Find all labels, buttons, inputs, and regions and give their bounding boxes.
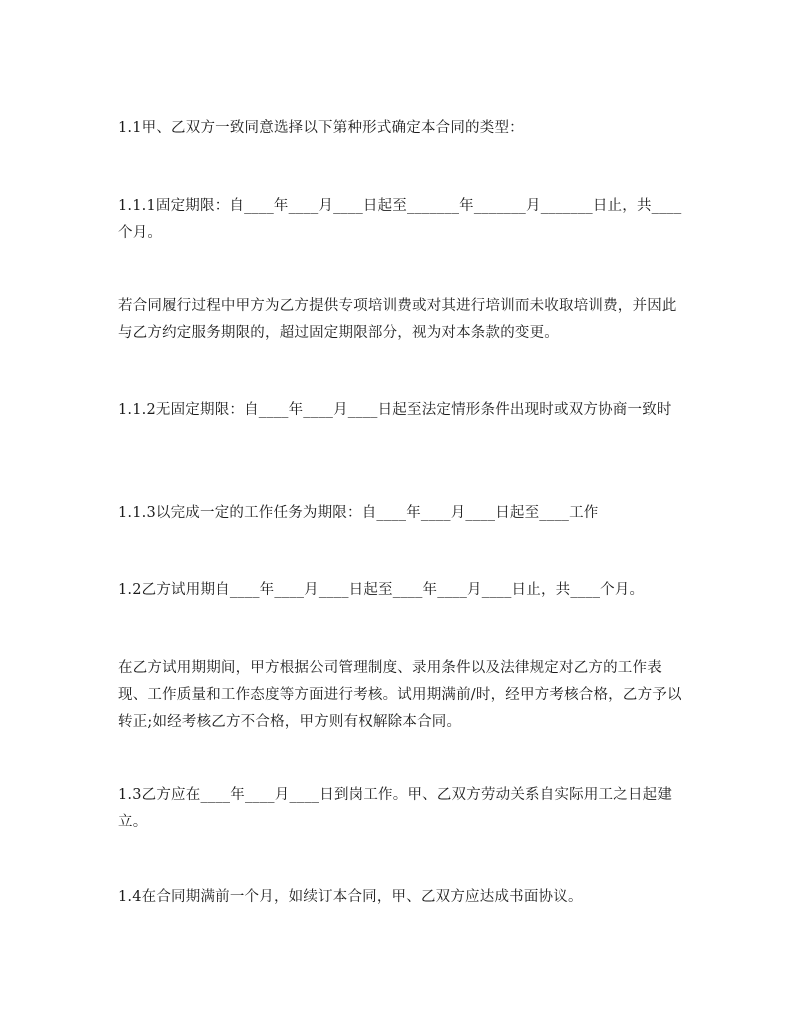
clause-1-1-3-task-term: 1.1.3以完成一定的工作任务为期限：自____年____月____日起至____工作 <box>118 505 599 521</box>
probation-assessment-note: 在乙方试用期期间，甲方根据公司管理制度、录用条件以及法律规定对乙方的工作表现、工作质量和工作态度等方面进行考核。试用期满前/时，经甲方考核合格，乙方予以转正;如经考核乙方不合格，甲方则有权解除本合同。 <box>118 660 682 730</box>
clause-1-4-renewal: 1.4在合同期满前一个月，如续订本合同，甲、乙双方应达成书面协议。 <box>118 889 583 905</box>
clause-1-1-contract-type: 1.1甲、乙双方一致同意选择以下第种形式确定本合同的类型： <box>118 120 524 136</box>
clause-1-2-probation-period: 1.2乙方试用期自____年____月____日起至____年____月____日止，共____个月。 <box>118 582 645 598</box>
clause-1-1-1-fixed-term: 1.1.1固定期限：自____年____月____日起至_______年_______月_______日止，共____个月。 <box>118 198 682 241</box>
clause-1-1-2-open-term: 1.1.2无固定期限：自____年____月____日起至法定情形条件出现时或双方协商一致时 <box>118 402 672 418</box>
clause-1-3-start-date: 1.3乙方应在____年____月____日到岗工作。甲、乙双方劳动关系自实际用工之日起建立。 <box>118 787 673 830</box>
training-service-period-note: 若合同履行过程中甲方为乙方提供专项培训费或对其进行培训而未收取培训费，并因此与乙方约定服务期限的，超过固定期限部分，视为对本条款的变更。 <box>118 298 677 341</box>
